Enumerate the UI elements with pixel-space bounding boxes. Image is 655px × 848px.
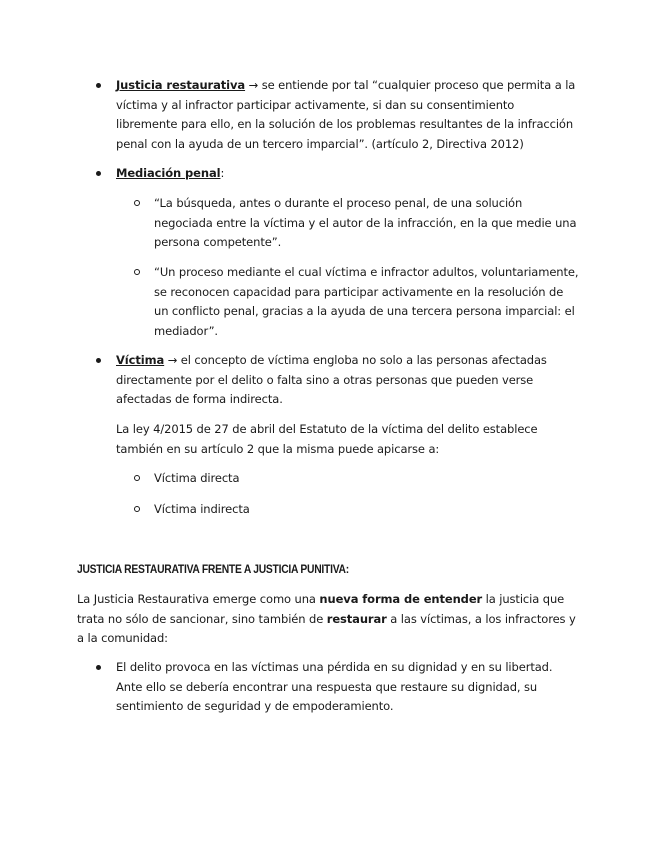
intro-text-1: La Justicia Restaurativa emerge como una [77,592,320,606]
victima-block [0,351,655,410]
victima-sub-1 [0,469,655,489]
section-heading: JUSTICIA RESTAURATIVA FRENTE A JUSTICIA PUNITIVA: [77,562,349,576]
term-justicia: Justicia restaurativa [116,78,246,92]
victima-paragraph [0,420,655,459]
circle-bullet-icon [134,506,140,512]
intro-text-2: la justicia que trata no sólo de sancionar, sino también de [77,592,565,626]
victima-indirecta: Víctima indirecta [154,502,250,516]
intro-block [0,590,655,649]
mediacion-definition-2: “Un proceso mediante el cual víctima e infractor adultos, voluntariamente, se reconocen capacidad para participar activamente en la resolución de un conflicto penal, gracias a la ayuda de una tercera persona imparcial: el mediador”. [154,265,579,338]
delito-text: El delito provoca en las víctimas una pérdida en su dignidad y en su libertad. Ante ello se debería encontrar una respuesta que restaure su dignidad, su sentimiento de seguridad y de empoderamiento. [116,660,553,713]
bullet-icon [96,171,101,176]
victima-directa: Víctima directa [154,471,240,485]
circle-bullet-icon [134,269,140,275]
list-item [0,351,655,410]
circle-bullet-icon [134,475,140,481]
mediacion-sub-1 [0,194,655,253]
mediacion-definition-1: “La búsqueda, antes o durante el proceso penal, de una solución negociada entre la víctima y el autor de la infracción, en la que medie una persona competente”. [154,196,577,249]
sub-list-item [0,263,655,341]
sub-list-item [0,500,655,520]
list-item [0,658,655,717]
justicia-definition: → se entiende por tal “cualquier proceso que permita a la víctima y al infractor participar activamente, si dan su consentimiento libremente para ello, en la solución de los problemas resultantes de la infracción penal con la ayuda de un tercero imparcial”. (artículo 2, Directiva 2012) [116,78,576,151]
term-mediacion: Mediación penal [116,166,221,180]
bullet-icon [96,665,101,670]
intro-bold-2: restaurar [326,611,387,626]
mediacion-block [0,164,655,184]
delito-block [0,658,655,717]
term-suffix: : [220,166,225,180]
ley-paragraph: La ley 4/2015 de 27 de abril del Estatuto de la víctima del delito establece también en su artículo 2 que la misma puede apicarse a: [116,422,538,456]
term-victima: Víctima [116,353,165,367]
list-item [0,164,655,184]
sub-list-item [0,469,655,489]
bullet-icon [96,83,101,88]
mediacion-sub-2 [0,263,655,341]
list-item [0,76,655,154]
justicia-block [0,76,655,154]
bullet-icon [96,358,101,363]
circle-bullet-icon [134,200,140,206]
intro-bold-1: nueva forma de entender [319,592,483,606]
victima-sub-2 [0,500,655,520]
sub-list-item [0,194,655,253]
victima-definition: → el concepto de víctima engloba no solo a las personas afectadas directamente por el delito o falta sino a otras personas que pueden verse afectadas de forma indirecta. [116,353,547,406]
intro-paragraph [0,590,655,649]
intro-text-3: a las víctimas, a los infractores y a la comunidad: [77,611,576,645]
